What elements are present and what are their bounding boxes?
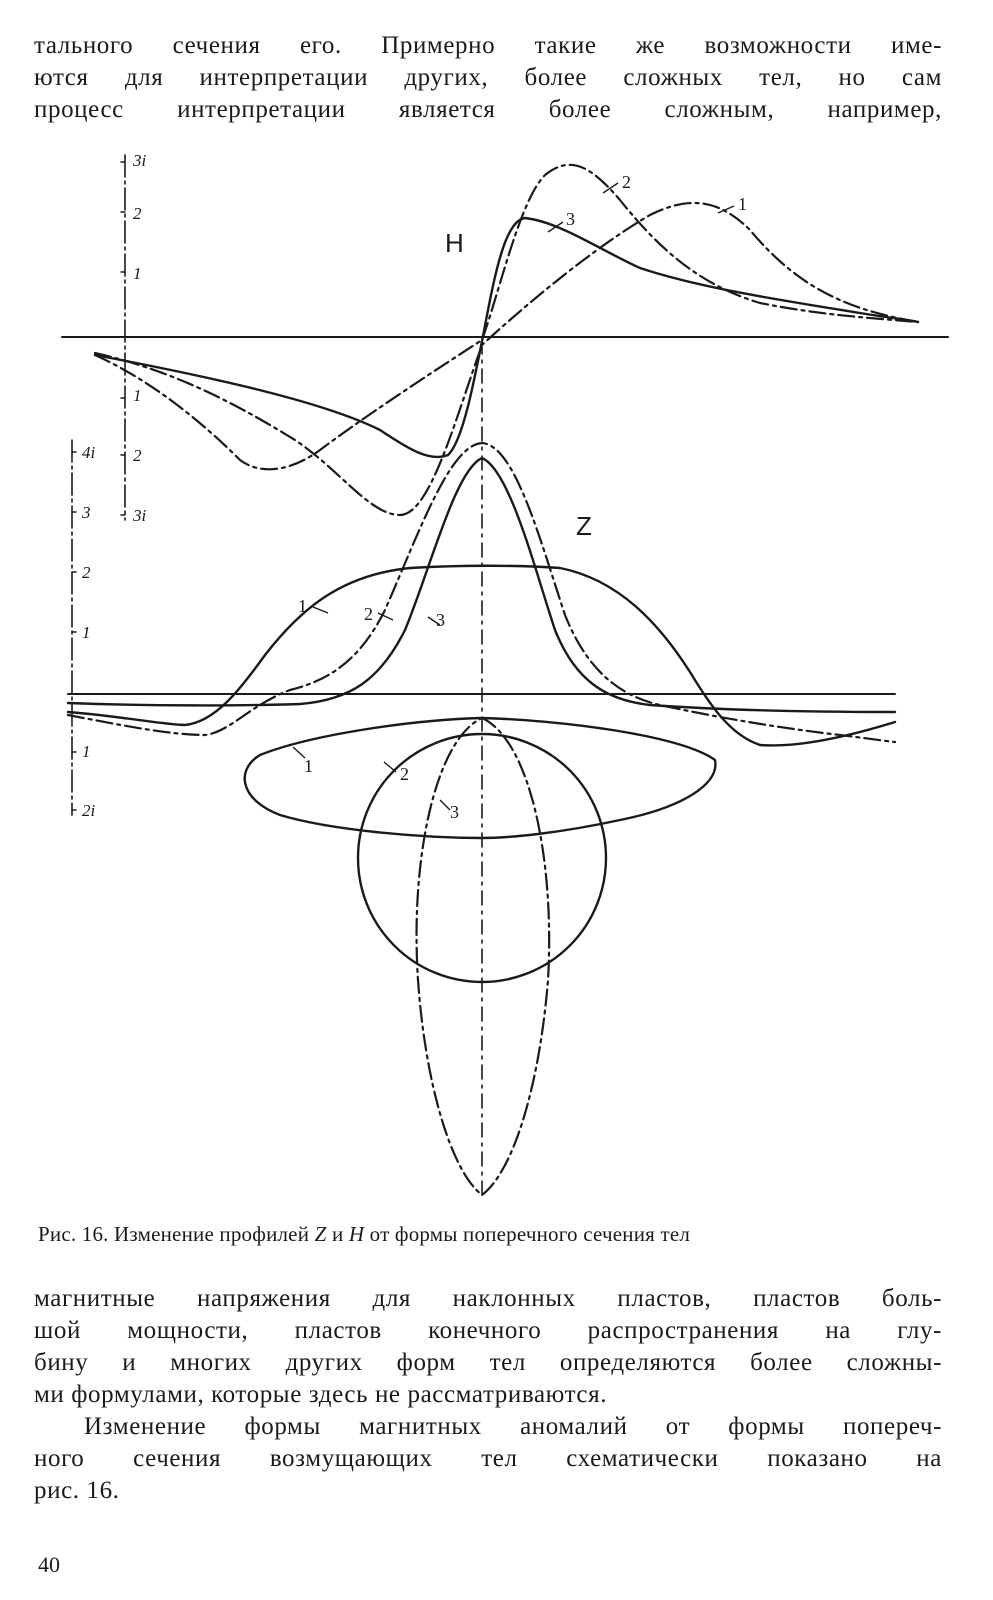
z-curve-label: 1 <box>298 596 307 616</box>
h-scale-label: 3i <box>133 506 147 525</box>
text-line: Изменение формы магнитных аномалий от формы попереч- <box>84 1413 942 1440</box>
text-line: рис. 16. <box>34 1477 120 1504</box>
caption-suffix: от формы поперечного сечения тел <box>369 1222 691 1246</box>
h-scale-label: 2 <box>133 204 142 223</box>
text-line: тального сечения его. Примерно такие же возможности име- <box>34 32 942 59</box>
text-line: процесс интерпретации является более сложным, например, <box>34 96 942 123</box>
text-line: магнитные напряжения для наклонных пластов, пластов боль- <box>34 1285 942 1312</box>
body-label: 1 <box>304 756 313 776</box>
z-scale-label: 3 <box>82 503 91 522</box>
caption-var-h: H <box>348 1222 365 1246</box>
z-scale-label: 2 <box>82 563 91 582</box>
caption-prefix: Рис. 16. Изменение профилей <box>38 1222 310 1246</box>
h-scale-label: 2 <box>133 446 142 465</box>
h-curve-1 <box>95 203 918 515</box>
h-curve-label: 1 <box>738 194 747 214</box>
text-line: ного сечения возмущающих тел схематически показано на <box>34 1445 942 1472</box>
caption-conj: и <box>331 1222 344 1246</box>
label-h: H <box>445 228 464 258</box>
caption-var-z: Z <box>314 1222 327 1246</box>
h-scale-label: 1 <box>133 264 142 283</box>
body-3-tall-ellipse <box>417 718 550 1195</box>
h-scale-label: 1 <box>133 386 142 405</box>
text-line: ются для интерпретации других, более сложных тел, но сам <box>34 64 942 91</box>
bottom-paragraph <box>34 1283 942 1507</box>
body-label: 2 <box>400 764 409 784</box>
text-line: шой мощности, пластов конечного распространения на глу- <box>34 1317 942 1344</box>
h-curve-label: 2 <box>622 172 631 192</box>
label-z: Z <box>576 511 592 541</box>
z-curve-label: 3 <box>436 610 445 630</box>
text-line: ми формулами, которые здесь не рассматриваются. <box>34 1381 608 1408</box>
text-line: бину и многих других форм тел определяются более сложны- <box>34 1349 942 1376</box>
h-scale-label: 3i <box>133 151 147 170</box>
h-curve-label: 3 <box>566 209 575 229</box>
top-paragraph <box>34 30 942 126</box>
z-scale-label: 4i <box>82 443 96 462</box>
body-1-ellipse <box>245 718 716 838</box>
z-scale-label: 1 <box>82 742 91 761</box>
figure-16 <box>0 150 993 1210</box>
body-label: 3 <box>450 802 459 822</box>
figure-caption <box>38 1222 938 1247</box>
z-scale-label: 1 <box>82 623 91 642</box>
z-scale-label: 2i <box>82 801 96 820</box>
page-number: 40 <box>38 1552 60 1577</box>
h-curve-2 <box>95 165 918 469</box>
z-curve-label: 2 <box>364 604 373 624</box>
